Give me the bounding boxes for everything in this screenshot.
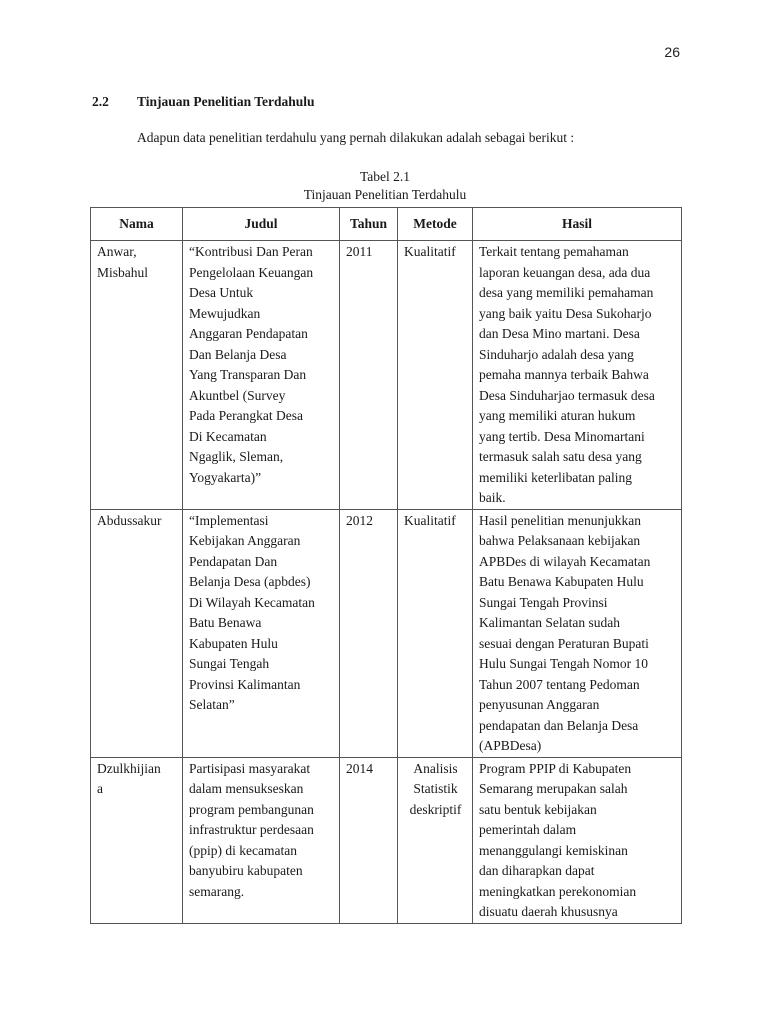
table-row xyxy=(91,509,682,757)
section-number: 2.2 xyxy=(92,94,109,109)
cell-hasil: Hasil penelitian menunjukkan bahwa Pelaksanaan kebijakan APBDes di wilayah Kecamatan Batu Benawa Kabupaten Hulu Sungai Tengah Provinsi Kalimantan Selatan sudah sesuai dengan Peraturan Bupati Hulu Sungai Tengah Nomor 10 Tahun 2007 tentang Pedoman penyusunan Anggaran pendapatan dan Belanja Desa (APBDesa) xyxy=(473,509,682,757)
cell-nama: Abdussakur xyxy=(91,509,183,757)
header-nama: Nama xyxy=(91,208,183,241)
table-row xyxy=(91,757,682,923)
cell-tahun: 2011 xyxy=(340,241,398,510)
table-row xyxy=(91,241,682,510)
cell-judul: Partisipasi masyarakat dalam mensukseskan program pembangunan infrastruktur perdesaan (ppip) di kecamatan banyubiru kabupaten semarang. xyxy=(183,757,340,923)
table-header-row xyxy=(91,208,682,241)
section-heading xyxy=(92,94,315,110)
table-caption xyxy=(90,168,680,204)
cell-nama: Anwar, Misbahul xyxy=(91,241,183,510)
cell-judul: “Kontribusi Dan Peran Pengelolaan Keuangan Desa Untuk Mewujudkan Anggaran Pendapatan Dan Belanja Desa Yang Transparan Dan Akuntbel (Survey Pada Perangkat Desa Di Kecamatan Ngaglik, Sleman, Yogyakarta)” xyxy=(183,241,340,510)
table-label: Tabel 2.1 xyxy=(359,169,411,184)
section-title: Tinjauan Penelitian Terdahulu xyxy=(137,94,315,109)
header-hasil: Hasil xyxy=(473,208,682,241)
cell-hasil: Program PPIP di Kabupaten Semarang merupakan salah satu bentuk kebijakan pemerintah dalam menanggulangi kemiskinan dan diharapkan dapat meningkatkan perekonomian disuatu daerah khususnya xyxy=(473,757,682,923)
table-title: Tinjauan Penelitian Terdahulu xyxy=(303,187,467,202)
cell-judul: “Implementasi Kebijakan Anggaran Pendapatan Dan Belanja Desa (apbdes) Di Wilayah Kecamatan Batu Benawa Kabupaten Hulu Sungai Tengah Provinsi Kalimantan Selatan” xyxy=(183,509,340,757)
cell-nama: Dzulkhijian a xyxy=(91,757,183,923)
header-judul: Judul xyxy=(183,208,340,241)
page-number: 26 xyxy=(664,44,680,60)
cell-metode: Analisis Statistik deskriptif xyxy=(398,757,473,923)
cell-tahun: 2014 xyxy=(340,757,398,923)
header-metode: Metode xyxy=(398,208,473,241)
cell-metode: Kualitatif xyxy=(398,241,473,510)
intro-paragraph: Adapun data penelitian terdahulu yang pernah dilakukan adalah sebagai berikut : xyxy=(137,130,575,145)
cell-hasil: Terkait tentang pemahaman laporan keuangan desa, ada dua desa yang memiliki pemahaman yang baik yaitu Desa Sukoharjo dan Desa Mino martani. Desa Sinduharjo adalah desa yang pemaha mannya terbaik Bahwa Desa Sinduharjao termasuk desa yang memiliki aturan hukum yang tertib. Desa Minomartani termasuk salah satu desa yang memiliki keterlibatan paling baik. xyxy=(473,241,682,510)
research-table xyxy=(90,207,682,924)
cell-metode: Kualitatif xyxy=(398,509,473,757)
header-tahun: Tahun xyxy=(340,208,398,241)
cell-tahun: 2012 xyxy=(340,509,398,757)
